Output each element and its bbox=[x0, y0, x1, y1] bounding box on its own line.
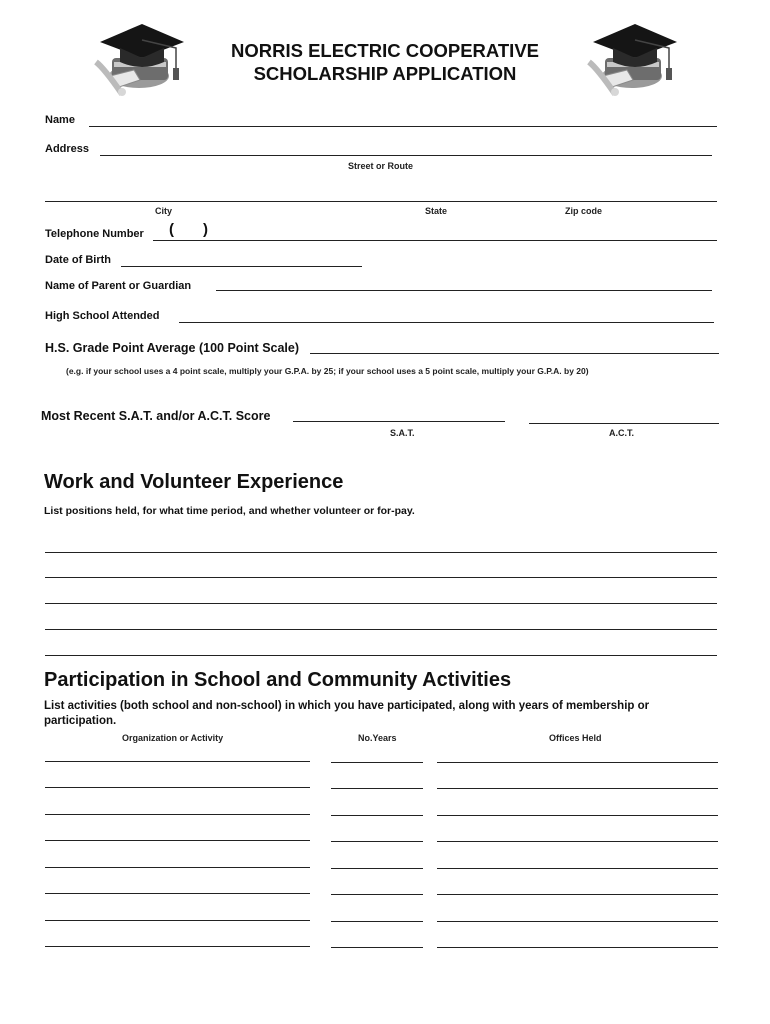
dob-field[interactable] bbox=[121, 266, 362, 267]
parent-label: Name of Parent or Guardian bbox=[45, 280, 192, 292]
col-offices-header: Offices Held bbox=[549, 733, 602, 743]
act-caption: A.C.T. bbox=[609, 428, 635, 438]
high-school-label: High School Attended bbox=[45, 310, 160, 322]
graduation-cap-diploma-icon bbox=[585, 18, 680, 96]
activity-org-field[interactable] bbox=[45, 761, 310, 762]
activity-org-field[interactable] bbox=[45, 867, 310, 868]
activity-org-field[interactable] bbox=[45, 814, 310, 815]
sat-field[interactable] bbox=[293, 421, 505, 422]
city-caption: City bbox=[155, 206, 173, 216]
test-score-label: Most Recent S.A.T. and/or A.C.T. Score bbox=[41, 409, 271, 423]
activity-org-field[interactable] bbox=[45, 840, 310, 841]
telephone-label: Telephone Number bbox=[45, 228, 144, 240]
city-state-zip-field[interactable] bbox=[45, 201, 717, 202]
activity-offices-field[interactable] bbox=[437, 921, 718, 922]
activities-description: List activities (both school and non-school) in which you have participated, along with years of membership or participation. bbox=[44, 700, 650, 727]
dob-label: Date of Birth bbox=[45, 254, 111, 266]
activity-offices-field[interactable] bbox=[437, 841, 718, 842]
street-caption: Street or Route bbox=[348, 161, 414, 171]
activity-org-field[interactable] bbox=[45, 787, 310, 788]
page-title-line1: NORRIS ELECTRIC COOPERATIVE bbox=[230, 40, 539, 61]
state-caption: State bbox=[425, 206, 448, 216]
work-line[interactable] bbox=[45, 629, 717, 630]
high-school-field[interactable] bbox=[179, 322, 714, 323]
activity-years-field[interactable] bbox=[331, 788, 423, 789]
work-line[interactable] bbox=[45, 655, 717, 656]
activity-years-field[interactable] bbox=[331, 868, 423, 869]
sat-caption: S.A.T. bbox=[390, 428, 415, 438]
col-organization-header: Organization or Activity bbox=[122, 733, 224, 743]
logo-left bbox=[92, 18, 187, 96]
activity-offices-field[interactable] bbox=[437, 894, 718, 895]
activities-heading: Participation in School and Community Activities bbox=[44, 669, 512, 691]
activity-years-field[interactable] bbox=[331, 921, 423, 922]
activity-offices-field[interactable] bbox=[437, 762, 718, 763]
page-title-line2: SCHOLARSHIP APPLICATION bbox=[253, 63, 517, 84]
gpa-label: H.S. Grade Point Average (100 Point Scale) bbox=[45, 341, 300, 355]
col-years-header: No.Years bbox=[358, 733, 397, 743]
work-line[interactable] bbox=[45, 603, 717, 604]
activity-offices-field[interactable] bbox=[437, 868, 718, 869]
work-line[interactable] bbox=[45, 577, 717, 578]
work-heading: Work and Volunteer Experience bbox=[44, 471, 344, 493]
act-field[interactable] bbox=[529, 423, 719, 424]
name-field[interactable] bbox=[89, 126, 717, 127]
activity-org-field[interactable] bbox=[45, 946, 310, 947]
name-label: Name bbox=[45, 114, 75, 126]
work-line[interactable] bbox=[45, 552, 717, 553]
logo-right bbox=[585, 18, 680, 96]
activity-offices-field[interactable] bbox=[437, 788, 718, 789]
gpa-note: (e.g. if your school uses a 4 point scale, multiply your G.P.A. by 25; if your school uses a 5 point scale, multiply your G.P.A. by 20) bbox=[66, 366, 589, 376]
parent-field[interactable] bbox=[216, 290, 712, 291]
activity-years-field[interactable] bbox=[331, 894, 423, 895]
street-field[interactable] bbox=[100, 155, 712, 156]
address-label: Address bbox=[45, 143, 90, 155]
activity-offices-field[interactable] bbox=[437, 947, 718, 948]
telephone-field[interactable] bbox=[153, 240, 717, 241]
graduation-cap-diploma-icon bbox=[92, 18, 187, 96]
work-description: List positions held, for what time period, and whether volunteer or for-pay. bbox=[44, 505, 415, 517]
area-code-open: ( bbox=[169, 221, 174, 238]
gpa-field[interactable] bbox=[310, 353, 719, 354]
activity-org-field[interactable] bbox=[45, 920, 310, 921]
activity-org-field[interactable] bbox=[45, 893, 310, 894]
activity-years-field[interactable] bbox=[331, 841, 423, 842]
activity-offices-field[interactable] bbox=[437, 815, 718, 816]
area-code-close: ) bbox=[203, 221, 208, 238]
activity-years-field[interactable] bbox=[331, 762, 423, 763]
activity-years-field[interactable] bbox=[331, 815, 423, 816]
zip-caption: Zip code bbox=[565, 206, 603, 216]
activity-years-field[interactable] bbox=[331, 947, 423, 948]
